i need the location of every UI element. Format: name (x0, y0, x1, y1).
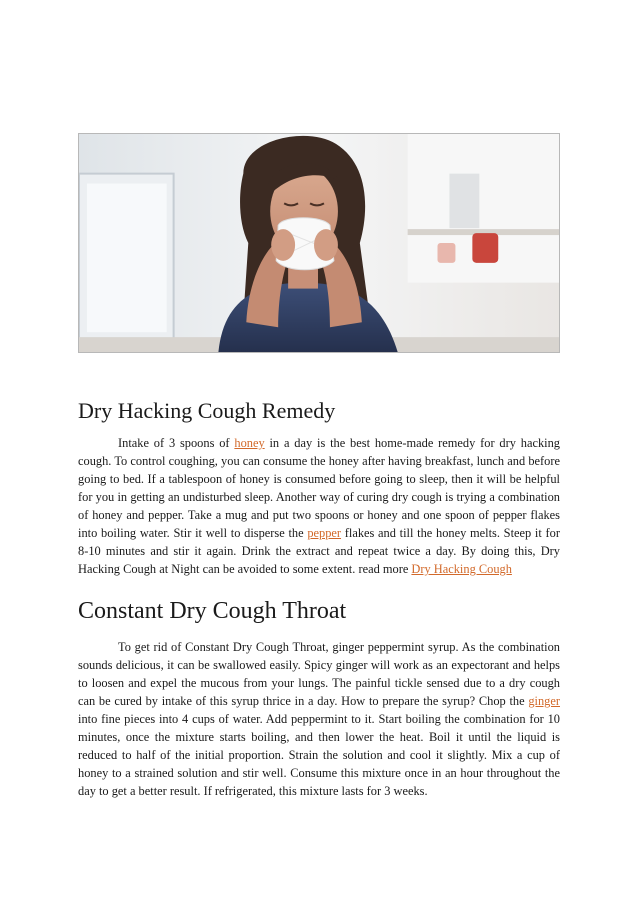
pepper-link[interactable]: pepper (307, 526, 342, 540)
read-more-dry-hacking-cough-link[interactable]: Dry Hacking Cough (411, 562, 512, 576)
paragraph-constant-dry-cough (78, 638, 560, 800)
ginger-link[interactable]: ginger (528, 694, 560, 708)
paragraph-text: To get rid of Constant Dry Cough Throat, ginger peppermint syrup. As the combination sounds delicious, it can be swallowed easily. Spicy ginger will work as an expectorant and helps to loosen and expel the mucous from your lungs. The painful tickle sensed due to a dry cough can be cured by intake of this syrup thrice in a day. How to prepare the syrup? Chop the (78, 640, 560, 708)
honey-link[interactable]: honey (234, 436, 265, 450)
section-heading-constant-dry-cough-throat: Constant Dry Cough Throat (78, 598, 347, 624)
section-heading-dry-hacking-cough-remedy: Dry Hacking Cough Remedy (78, 398, 336, 423)
woman-sneezing-photo (78, 133, 560, 353)
paragraph-text: in a day is the best home-made remedy for dry hacking cough. To control coughing, you can consume the honey after having breakfast, lunch and before going to bed. If a tablespoon of honey is consumed before going to sleep, then it will be helpful for you in getting an undisturbed sleep. Another way of curing dry cough is trying a combination of honey and pepper. Take a mug and put two spoons or honey and one spoon of pepper flakes into boiling water. Stir it well to disperse the (78, 436, 560, 540)
paragraph-text: flakes and till the honey melts. Steep it for 8-10 minutes and stir it again. Drink the extract and repeat twice a day. By doing this, Dry Hacking Cough at Night can be avoided to some extent. read more (78, 526, 560, 576)
paragraph-text: Intake of 3 spoons of (118, 436, 235, 450)
paragraph-text: into fine pieces into 4 cups of water. Add peppermint to it. Start boiling the combination for 10 minutes, once the mixture starts boiling, and then lower the heat. Boil it until the liquid is reduced to half of the initial proportion. Strain the solution and cool it slightly. Mix a cup of honey to a strained solution and stir well. Consume this mixture once in an hour throughout the day to get a better result. If refrigerated, this mixture lasts for 3 weeks. (78, 712, 560, 798)
photo-illustration (79, 134, 559, 352)
paragraph-dry-hacking-cough (78, 434, 560, 578)
